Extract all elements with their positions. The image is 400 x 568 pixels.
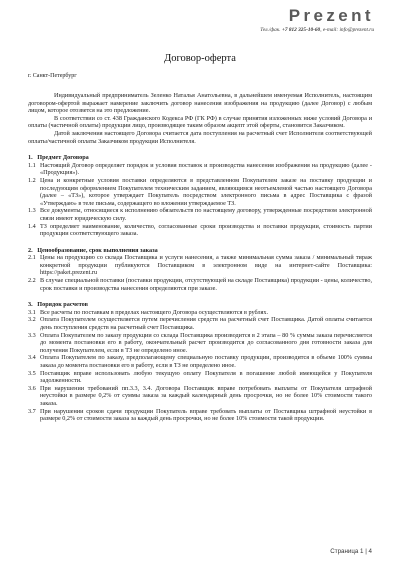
clause	[28, 332, 372, 355]
section-number: 3.	[28, 301, 33, 309]
clause-number: 3.1	[28, 308, 36, 316]
clause	[28, 162, 372, 177]
clause-text: Оплата Покупателем по заказу продукции со склада Поставщика производится в 2 этапа – 80 % суммы заказа перечисляется до момента постановки его в работу, окончательный расчет производится до согласованного дня готовности заказа для получения Покупателем, если в ТЗ не определено иное.	[40, 331, 372, 354]
clause-number: 3.7	[28, 407, 36, 415]
clause-text: При нарушении сроков сдачи продукции Покупатель вправе требовать выплаты от Поставщика штрафной неустойки в размере 0,2% от стоимости заказа за каждый день просрочки, но не более 10% стоимости такой продукции.	[40, 407, 372, 423]
clause-number: 3.6	[28, 384, 36, 392]
document-body	[28, 92, 372, 423]
clause-text: Все документы, относящиеся к исполнению обязательств по настоящему договору, утвержденные посредством электронной связи имеют юридическую силу.	[40, 207, 372, 222]
clause	[28, 408, 372, 423]
clause-text: В случае специальной поставки (поставки продукции, отсутствующей на складе Поставщика) продукции - цены, количество, срок поставки и производства нанесения определяются при заказе.	[40, 277, 372, 292]
document-title: Договор-оферта	[164, 53, 236, 64]
clause	[28, 177, 372, 207]
clause-text: При нарушении требований пп.3.3, 3.4. Договора Поставщик вправе потребовать выплаты от Покупателя штрафной неустойки в размере 0,2% от суммы заказа за каждый календарный день просрочки, но не более 10% стоимости такого заказа.	[40, 384, 372, 407]
clause-number: 2.1	[28, 254, 36, 262]
intro-paragraph: Датой заключения настоящего Договора считается дата поступления на расчетный счет Исполнителя соответствующей оплаты/частичной оплаты Заказчиком продукции Исполнителя.	[28, 129, 372, 145]
clause-text: Поставщик вправе использовать любую текущую оплату Покупателя в погашение любой имеющейся у Покупателя задолженности.	[40, 369, 372, 385]
section-number: 2.	[28, 246, 33, 254]
clause-text: ТЗ определяет наименование, количество, согласованные сроки производства и поставки продукции, стоимость партии продукции соответствующего заказа.	[40, 222, 372, 238]
contacts-phone: +7 812 325-10-60	[281, 27, 321, 33]
clause-text: Цена и конкретные условия поставки определяются в представленном Покупателем заказе на поставку продукции и последующим оформлением Покупателем техническим заданием, являющимся неотъемлемой частью настоящего Договора (далее – «ТЗ»), которое утверждает Покупатель посредством электронного письма в адрес Поставщика с фразой «Утверждаю» в теле письма, содержащего во вложении утверждаемое ТЗ.	[40, 176, 372, 207]
clause-number: 3.3	[28, 331, 36, 339]
clause-number: 1.2	[28, 176, 36, 184]
clause	[28, 277, 372, 292]
intro-paragraph: Индивидуальный предприниматель Зеленко Наталья Анатольевна, в дальнейшем именуемая Исполнитель, настоящим договором-офертой выражает намерение заключить договор нанесения изображения на продукцию (далее Договор) с любым лицом, которое отозвется на это предложение.	[28, 92, 372, 115]
clause-number: 3.4	[28, 354, 36, 362]
clause-text: Цены на продукцию со склада Поставщика и услуги нанесения, а также минимальная сумма заказа / минимальный тираж конкретной продукции публикуются Поставщиком в электронном виде на интернет-сайте Поставщика: https://paket.prezent.ru	[40, 254, 372, 277]
clause	[28, 385, 372, 408]
section-title	[28, 247, 372, 255]
section-title	[28, 301, 372, 309]
contacts-prefix: Тел./фак.	[260, 27, 281, 33]
section-heading: Ценообразование, срок выполнения заказа	[37, 246, 158, 254]
clause-text: Оплата Покупателем осуществляется путем перечисления средств на расчетный счет Поставщика. Датой оплаты считается день поступления средств на расчетный счет Поставщика.	[40, 316, 372, 332]
clause	[28, 223, 372, 238]
clause-number: 3.2	[28, 316, 36, 324]
section-number: 1.	[28, 154, 33, 162]
clause-text: Все расчеты по поставкам в пределах настоящего Договора осуществляются в рублях.	[40, 308, 269, 316]
page-number: Страница 1 | 4	[330, 548, 372, 555]
contacts-email: , e-mail: info@prezent.ru	[320, 27, 374, 33]
clause	[28, 370, 372, 385]
clause-text: Настоящий Договор определяет порядок и условия поставок и производства нанесения изображения на продукцию (далее - «Продукция»).	[40, 161, 372, 177]
letterhead	[260, 6, 374, 33]
city-line: г. Санкт-Петербург	[28, 73, 77, 79]
clause-text: Оплата Покупателем по заказу, предполагающему специальную поставку продукции, производится в объеме 100% суммы заказа до момента постановки его в работу, если в ТЗ не определено иное.	[40, 354, 372, 369]
clause	[28, 207, 372, 222]
section-title	[28, 154, 372, 162]
contacts-line	[260, 27, 374, 33]
clause	[28, 309, 372, 317]
clause-number: 1.4	[28, 222, 36, 230]
clause-number: 3.5	[28, 369, 36, 377]
company-logo: Prezent	[288, 6, 374, 25]
clause-number: 2.2	[28, 277, 36, 285]
section-heading: Предмет Договора	[37, 154, 89, 162]
clause	[28, 316, 372, 331]
clause-number: 1.3	[28, 207, 36, 215]
intro-paragraph: В соответствии со ст. 438 Гражданского Кодекса РФ (ГК РФ) в случае принятия изложенных ниже условий Договора и оплаты (частичной оплаты) продукции лицо, производящее таким образом акцепт этой оферты, становится Заказчиком.	[28, 114, 372, 130]
section-heading: Порядок расчетов	[37, 301, 88, 309]
clause	[28, 354, 372, 369]
clause-number: 1.1	[28, 161, 36, 169]
clause	[28, 254, 372, 277]
